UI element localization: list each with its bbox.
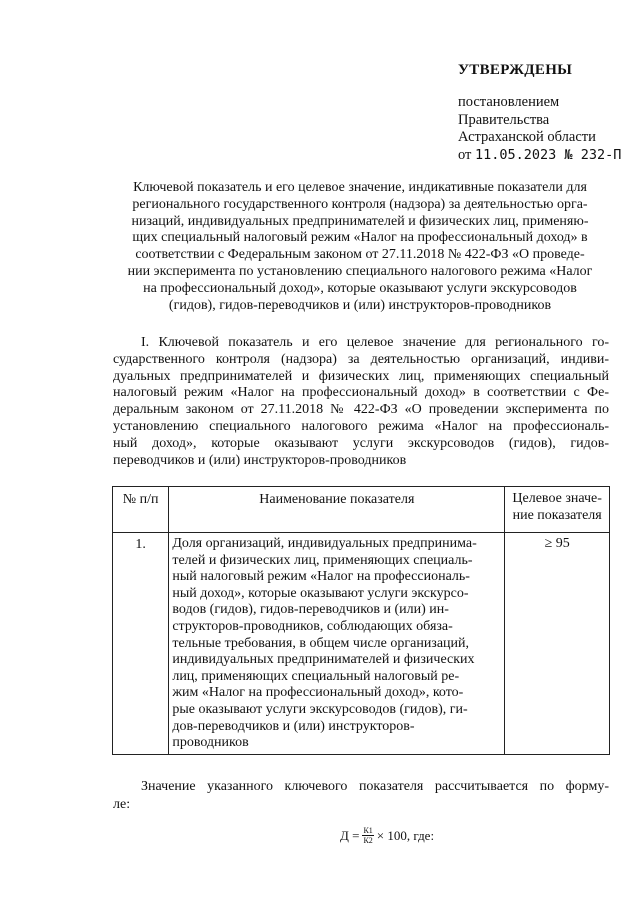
table-header-row <box>113 487 610 533</box>
row-name-line: Доля организаций, индивидуальных предпринима- <box>172 536 477 551</box>
header-target-line: ние показателя <box>512 507 602 523</box>
title-line: низаций, индивидуальных предпринимателей и физических лиц, применяю- <box>131 213 589 229</box>
title-line: (гидов), гидов-переводчиков и (или) инструкторов-проводников <box>168 297 552 313</box>
title-line: нии эксперимента по установлению специального налогового режима «Налог <box>127 263 593 279</box>
row-name-line: дов-переводчиков и (или) инструкторов- <box>172 718 415 734</box>
section-line: налоговый режим «Налог на профессиональный доход» в соответствии с Фе- <box>113 385 609 401</box>
header-target-line: Целевое значе- <box>512 491 602 506</box>
approval-date-prefix: от <box>458 146 472 163</box>
row-name-line: ный налоговый режим «Налог на профессиональ- <box>172 569 470 585</box>
title-line: регионального государственного контроля (надзора) за деятельностью орга- <box>132 196 588 212</box>
section-line: переводчиков и (или) инструкторов-проводников <box>113 452 407 468</box>
title-line: Ключевой показатель и его целевое значение, индикативные показатели для <box>133 180 587 195</box>
row-name-line: тельные требования, в общем числе организаций, <box>172 635 470 651</box>
formula-numerator: К1 <box>363 826 373 835</box>
row-target-value: ≥ 95 <box>505 533 610 755</box>
section-line: деральным законом от 27.11.2018 № 422-ФЗ «О проведении эксперимента по <box>113 402 609 418</box>
section-heading-key-indicator <box>113 335 609 469</box>
approval-title: УТВЕРЖДЕНЫ <box>458 62 573 78</box>
title-line: соответствии с Федеральным законом от 27.11.2018 № 422-ФЗ «О проведе- <box>135 247 585 263</box>
formula-denominator: К2 <box>363 836 373 845</box>
approval-date-line <box>458 147 621 165</box>
header-target-value <box>505 487 610 533</box>
formula <box>340 826 434 845</box>
row-number: 1. <box>113 533 169 755</box>
row-indicator-name <box>169 533 505 755</box>
formula-paragraph-line: ле: <box>113 797 131 812</box>
approval-date-number: 11.05.2023 № 232-П <box>475 146 622 163</box>
row-name-line: индивидуальных предпринимателей и физических <box>172 652 475 668</box>
approval-line-resolution: постановлением <box>458 94 560 110</box>
row-name-line: структоров-проводников, соблюдающих обяза- <box>172 618 453 634</box>
indicator-table <box>112 486 610 755</box>
section-line: ный доход», которые оказывают услуги экскурсоводов (гидов), гидов- <box>113 435 609 451</box>
header-number: № п/п <box>113 487 169 533</box>
formula-rhs: × 100, где: <box>376 827 435 843</box>
row-name-line: ный доход», которые оказывают услуги экскурсо- <box>172 585 469 601</box>
row-name-line: проводников <box>172 735 249 751</box>
header-indicator-name: Наименование показателя <box>169 487 505 533</box>
section-line: I. Ключевой показатель и его целевое значение для регионального го- <box>141 335 609 350</box>
approval-block <box>458 62 621 164</box>
title-line: на профессиональный доход», которые оказывают услуги экскурсоводов <box>143 280 577 296</box>
formula-paragraph-line: Значение указанного ключевого показателя рассчитывается по форму- <box>141 779 609 794</box>
row-name-line: телей и физических лиц, применяющих специаль- <box>172 552 473 568</box>
row-name-line: лиц, применяющих специальный налоговый ре- <box>172 668 460 684</box>
row-name-line: водов (гидов), гидов-переводчиков и (или) ин- <box>172 602 449 618</box>
title-line: щих специальный налоговый режим «Налог на профессиональный доход» в <box>132 230 588 246</box>
row-name-line: рые оказывают услуги экскурсоводов (гидов), ги- <box>172 701 468 717</box>
formula-fraction <box>362 826 373 845</box>
formula-lhs: Д = <box>340 827 360 843</box>
formula-paragraph <box>113 778 609 814</box>
section-line: сударственного контроля (надзора) за деятельностью организаций, индиви- <box>113 351 609 367</box>
approval-line-region: Астраханской области <box>458 129 596 145</box>
row-name-line: жим «Налог на профессиональный доход», кото- <box>172 685 464 701</box>
approval-line-government: Правительства <box>458 111 550 128</box>
table-row <box>113 533 610 755</box>
section-line: дуальных предпринимателей и физических лиц, применяющих специальный <box>113 368 609 384</box>
document-title <box>110 180 610 314</box>
section-line: установлению специального налогового режима «Налог на профессиональ- <box>113 418 609 434</box>
